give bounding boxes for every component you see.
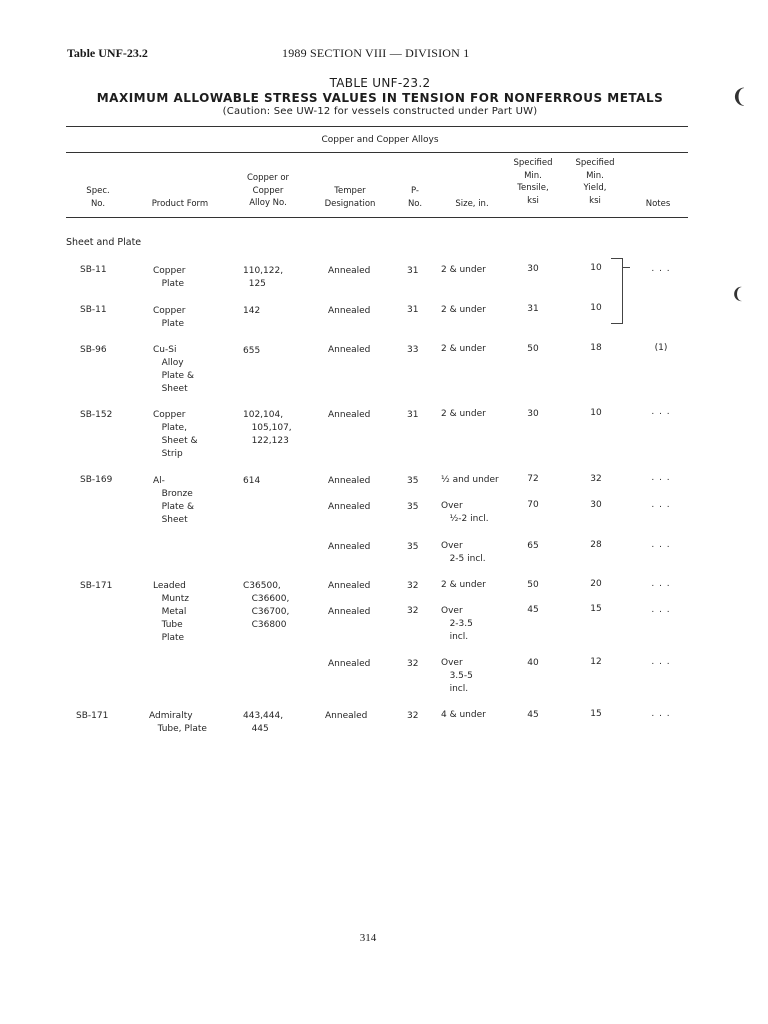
cell-alloy: 110,122, 125 [243, 266, 284, 289]
cell-product-form: Copper Plate [153, 306, 186, 329]
cell-size: ½ and under [441, 475, 499, 485]
cell-temper: Annealed [328, 476, 371, 486]
cell-yield: 10 [590, 408, 602, 418]
cell-p-no: 32 [407, 606, 419, 616]
cell-notes: . . . [651, 407, 671, 417]
cell-size: 4 & under [441, 710, 486, 720]
cell-yield: 15 [590, 709, 602, 719]
cell-tensile: 65 [527, 541, 539, 551]
table-title: MAXIMUM ALLOWABLE STRESS VALUES IN TENSION FOR NONFERROUS METALS [96, 91, 664, 105]
cell-tensile: 70 [527, 500, 539, 510]
cell-yield: 30 [590, 500, 602, 510]
cell-spec: SB-11 [80, 265, 107, 275]
cell-notes: . . . [651, 657, 671, 667]
cell-tensile: 45 [527, 710, 539, 720]
cell-temper: Annealed [328, 659, 371, 669]
cell-spec: SB-96 [80, 345, 107, 355]
cell-size: 2 & under [441, 409, 486, 419]
group-heading: Copper and Copper Alloys [321, 135, 439, 145]
cell-product-form: Cu-Si Alloy Plate & Sheet [153, 345, 194, 394]
cell-size: 2 & under [441, 580, 486, 590]
cell-spec: SB-11 [80, 305, 107, 315]
cell-p-no: 31 [407, 305, 419, 315]
cell-notes: . . . [651, 579, 671, 589]
cell-temper: Annealed [328, 266, 371, 276]
cell-temper: Annealed [328, 542, 371, 552]
cell-yield: 15 [590, 604, 602, 614]
running-head-section: 1989 SECTION VIII — DIVISION 1 [282, 46, 470, 60]
section-label: Sheet and Plate [66, 237, 142, 248]
col-header-yield: Specified Min. Yield, ksi [575, 158, 615, 206]
cell-product-form: Copper Plate [153, 266, 186, 289]
cell-p-no: 31 [407, 266, 419, 276]
col-header-tensile: Specified Min. Tensile, ksi [513, 158, 553, 206]
cell-temper: Annealed [328, 345, 371, 355]
bracket-tick [622, 267, 630, 268]
table-caution-note: (Caution: See UW-12 for vessels constructed under Part UW) [222, 106, 538, 117]
cell-yield: 10 [590, 263, 602, 273]
cell-size: 2 & under [441, 265, 486, 275]
cell-yield: 20 [590, 579, 602, 589]
col-header-size: Size, in. [455, 199, 489, 209]
cell-temper: Annealed [328, 306, 371, 316]
col-header-spec: Spec. No. [86, 186, 110, 209]
cell-tensile: 40 [527, 658, 539, 668]
cell-alloy: 142 [243, 306, 261, 316]
cell-notes: . . . [651, 264, 671, 274]
cell-product-form: Leaded Muntz Metal Tube Plate [153, 581, 190, 643]
cell-tensile: 31 [527, 304, 539, 314]
cell-size: Over 2-3.5 incl. [441, 606, 473, 642]
cell-p-no: 33 [407, 345, 419, 355]
cell-temper: Annealed [328, 581, 371, 591]
cell-temper: Annealed [328, 502, 371, 512]
cell-tensile: 30 [527, 264, 539, 274]
cell-p-no: 35 [407, 502, 419, 512]
cell-alloy: 443,444, 445 [243, 711, 284, 734]
col-header-p-no: P- No. [407, 186, 423, 209]
cell-spec: SB-152 [80, 410, 113, 420]
cell-product-form: Copper Plate, Sheet & Strip [153, 410, 198, 459]
cell-p-no: 32 [407, 659, 419, 669]
cell-size: Over 2-5 incl. [441, 541, 486, 564]
top-rule [66, 126, 688, 127]
col-header-notes: Notes [645, 199, 671, 209]
cell-notes: (1) [654, 343, 668, 353]
page-number: 314 [359, 932, 377, 944]
cell-p-no: 32 [407, 581, 419, 591]
header-rule [66, 217, 688, 218]
col-header-temper: Temper Designation [324, 186, 376, 209]
cell-tensile: 45 [527, 605, 539, 615]
cell-notes: . . . [651, 605, 671, 615]
cell-size: Over 3.5-5 incl. [441, 658, 473, 694]
cell-notes: . . . [651, 500, 671, 510]
running-head-table-id: Table UNF-23.2 [67, 46, 148, 60]
cell-p-no: 31 [407, 410, 419, 420]
cell-spec: SB-169 [80, 475, 113, 485]
cell-size: 2 & under [441, 344, 486, 354]
cell-yield: 28 [590, 540, 602, 550]
col-header-product-form: Product Form [151, 199, 209, 209]
cell-spec: SB-171 [80, 581, 113, 591]
margin-paren-mark: ❨ [731, 86, 748, 108]
group-rule [66, 152, 688, 153]
margin-paren-mark: ❨ [731, 286, 745, 303]
cell-tensile: 50 [527, 344, 539, 354]
table-number: TABLE UNF-23.2 [329, 76, 431, 90]
cell-size: Over ½-2 incl. [441, 501, 489, 524]
cell-yield: 32 [590, 474, 602, 484]
cell-p-no: 35 [407, 542, 419, 552]
cell-spec: SB-171 [76, 711, 109, 721]
cell-p-no: 35 [407, 476, 419, 486]
cell-yield: 10 [590, 303, 602, 313]
cell-alloy: C36500, C36600, C36700, C36800 [243, 581, 290, 630]
cell-yield: 18 [590, 343, 602, 353]
cell-notes: . . . [651, 473, 671, 483]
cell-product-form: Admiralty Tube, Plate [149, 711, 207, 734]
cell-tensile: 72 [527, 474, 539, 484]
cell-tensile: 50 [527, 580, 539, 590]
cell-p-no: 32 [407, 711, 419, 721]
cell-size: 2 & under [441, 305, 486, 315]
cell-alloy: 102,104, 105,107, 122,123 [243, 410, 292, 446]
cell-alloy: 614 [243, 476, 261, 486]
cell-tensile: 30 [527, 409, 539, 419]
cell-temper: Annealed [328, 607, 371, 617]
cell-notes: . . . [651, 709, 671, 719]
cell-temper: Annealed [328, 410, 371, 420]
cell-notes: . . . [651, 540, 671, 550]
cell-yield: 12 [590, 657, 602, 667]
cell-product-form: Al- Bronze Plate & Sheet [153, 476, 194, 525]
cell-temper: Annealed [325, 711, 368, 721]
cell-alloy: 655 [243, 346, 261, 356]
col-header-alloy: Copper or Copper Alloy No. [246, 173, 290, 209]
